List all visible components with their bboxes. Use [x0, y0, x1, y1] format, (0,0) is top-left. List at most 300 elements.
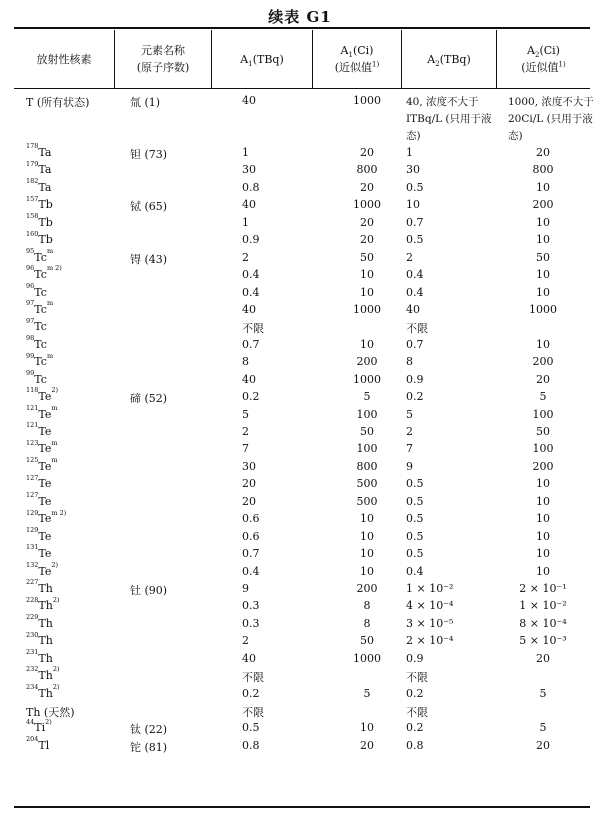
- element-cell: 锝 (43): [130, 252, 168, 266]
- a1-tbq-cell: 0.7: [242, 337, 260, 351]
- a2-ci-cell: 800: [532, 163, 554, 177]
- nuclide-symbol: Tc: [34, 372, 47, 386]
- header-a2-unit: (TBq): [439, 52, 471, 66]
- a2-tbq-cell: 40: [406, 302, 420, 316]
- nuclide-cell: [26, 648, 53, 665]
- table-row: [14, 281, 590, 303]
- header-a1ci-unit: (Ci): [352, 44, 374, 57]
- nuclide-symbol: Te: [38, 390, 52, 404]
- a2-tbq-cell: 0.8: [406, 738, 424, 752]
- a2-ci-cell: 100: [532, 442, 554, 456]
- a2-tbq-cell: 40, 浓度不大于 ITBq/L (只用于液态): [406, 96, 492, 142]
- a1-ci-cell: 20: [360, 180, 374, 194]
- a2-tbq-cell: 0.5: [406, 477, 424, 491]
- mass-number: 125: [26, 456, 39, 465]
- table-row: [14, 525, 590, 547]
- a2-ci-cell: 20: [536, 738, 550, 752]
- a2-ci-cell: 20: [536, 372, 550, 386]
- nuclide-symbol: Te: [38, 442, 52, 456]
- a1-ci-cell: 10: [360, 721, 374, 735]
- a2-ci-cell: 10: [536, 337, 550, 351]
- mass-number: 232: [26, 665, 39, 674]
- nuclide-symbol: Tl: [38, 738, 50, 752]
- nuclide-symbol: Tc: [34, 268, 47, 282]
- nuclide-cell: [26, 682, 60, 700]
- a2-tbq-cell: 5: [406, 407, 413, 421]
- a1-tbq-cell: 0.8: [242, 180, 260, 194]
- a2-ci-cell: 10: [536, 547, 550, 561]
- a1-ci-cell: 50: [360, 634, 374, 648]
- a1-ci-cell: 50: [360, 250, 374, 264]
- a2-tbq-cell: 0.5: [406, 233, 424, 247]
- table-row: [14, 194, 590, 215]
- a2-tbq-cell: 7: [406, 442, 413, 456]
- table-row: [14, 334, 590, 355]
- a1-ci-cell: 10: [360, 337, 374, 351]
- a1-tbq-cell: 7: [242, 442, 249, 456]
- table-row: [14, 473, 590, 494]
- a2-ci-cell: 8 × 10⁻⁴: [519, 616, 567, 630]
- mass-number: 98: [26, 334, 35, 343]
- a2-ci-cell: 100: [532, 407, 554, 421]
- nuclide-cell: [26, 194, 53, 212]
- nuclide-cell: [26, 421, 52, 438]
- table-row: [14, 438, 590, 459]
- a1-ci-cell: 800: [356, 163, 378, 177]
- a2-ci-cell: 10: [536, 215, 550, 229]
- a1-tbq-cell: 0.5: [242, 721, 260, 735]
- a1-tbq-cell: 0.6: [242, 529, 260, 543]
- a1-tbq-cell: 0.7: [242, 547, 260, 561]
- element-cell: 碲 (52): [130, 392, 168, 406]
- mass-number: 127: [26, 491, 39, 500]
- mass-number: 99: [26, 351, 35, 360]
- a1-tbq-cell: 40: [242, 198, 256, 212]
- a1-tbq-cell: 0.4: [242, 268, 260, 282]
- nuclide-cell: [26, 177, 52, 194]
- a2-tbq-cell: 4 × 10⁻⁴: [406, 599, 454, 613]
- nuclide-symbol: Tc: [34, 302, 47, 316]
- header-a1ci-note: 1): [372, 60, 380, 69]
- nuclide-symbol: Tc: [34, 337, 47, 351]
- mass-number: 96: [26, 264, 35, 273]
- nuclide-symbol: Th: [38, 616, 53, 630]
- a1-tbq-cell: 0.3: [242, 616, 260, 630]
- nuclide-symbol: Tc: [34, 320, 47, 334]
- nuclide-cell: [26, 595, 60, 613]
- nuclide-cell: [26, 369, 47, 386]
- header-element-label: 元素名称: [141, 44, 185, 57]
- nuclide-cell: [26, 386, 59, 404]
- mass-number: 44: [26, 717, 35, 726]
- a2-ci-cell: 2 × 10⁻¹: [519, 581, 567, 595]
- nuclide-cell: [26, 491, 52, 508]
- a2-tbq-cell: 0.5: [406, 494, 424, 508]
- nuclide-cell: [26, 94, 89, 110]
- a1-tbq-cell: 不限: [242, 671, 264, 685]
- nuclide-cell: [26, 456, 58, 473]
- table-title: 续表 G1: [268, 8, 332, 26]
- nuclide-cell: [26, 717, 52, 735]
- mass-number: 160: [26, 229, 39, 238]
- table-row: [14, 421, 590, 442]
- nuclide-note: m: [51, 403, 58, 412]
- table-row: [14, 351, 590, 372]
- a1-tbq-cell: 0.9: [242, 233, 260, 247]
- element-cell: 钛 (22): [130, 723, 168, 737]
- a1-ci-cell: 5: [363, 390, 371, 404]
- a2-tbq-cell: 0.5: [406, 180, 424, 194]
- header-nuclide-label: 放射性核素: [36, 52, 92, 66]
- element-cell: 氚 (1): [130, 96, 161, 109]
- table-row: [14, 595, 590, 616]
- nuclide-symbol: Ta: [38, 146, 52, 159]
- a2-tbq-cell: 1: [406, 146, 413, 159]
- nuclide-symbol: Te: [38, 547, 52, 561]
- mass-number: 158: [26, 212, 39, 221]
- nuclide-symbol: Th: [38, 651, 53, 665]
- nuclide-note: m: [51, 456, 58, 465]
- nuclide-symbol: Tb: [38, 215, 53, 229]
- nuclide-symbol: Te: [38, 512, 52, 526]
- mass-number: 227: [26, 578, 39, 587]
- nuclide-cell: [26, 159, 52, 177]
- header-a2ci-unit: (Ci): [539, 44, 560, 57]
- nuclide-symbol: Te: [38, 407, 52, 421]
- a1-tbq-cell: 40: [242, 372, 256, 386]
- a1-ci-cell: 100: [356, 407, 378, 421]
- nuclide-note: m: [46, 299, 54, 308]
- table-body: [14, 94, 594, 756]
- element-cell: 铽 (65): [130, 200, 168, 214]
- mass-number: 121: [26, 403, 39, 412]
- nuclide-cell: [26, 578, 53, 595]
- a1-ci-cell: 500: [356, 477, 378, 491]
- table-row: [14, 717, 590, 738]
- header-a2-symbol: A: [427, 52, 436, 66]
- table-row: [14, 386, 590, 407]
- table-row: [14, 682, 590, 704]
- a2-ci-cell: 10: [536, 529, 550, 543]
- table-row: [14, 159, 590, 180]
- header-a2-tbq: [402, 30, 496, 88]
- nuclide-cell: [26, 281, 47, 299]
- a1-tbq-cell: 不限: [242, 322, 264, 336]
- a2-tbq-cell: 0.7: [406, 337, 424, 351]
- nuclide-symbol: T (所有状态): [26, 96, 90, 109]
- nuclide-note: 2): [52, 665, 60, 674]
- nuclide-note: m: [46, 351, 54, 360]
- a1-ci-cell: 1000: [353, 94, 381, 107]
- nuclide-note: 2): [51, 386, 59, 395]
- a2-tbq-cell: 2: [406, 425, 413, 438]
- nuclide-symbol: Ta: [38, 163, 52, 177]
- a1-ci-cell: 5: [363, 686, 371, 700]
- a1-ci-cell: 50: [360, 425, 374, 438]
- a1-tbq-cell: 20: [242, 494, 256, 508]
- nuclide-cell: [26, 299, 54, 316]
- header-a2ci-approx: (近似值: [521, 61, 559, 74]
- nuclide-symbol: Te: [38, 477, 52, 491]
- nuclide-symbol: Tb: [38, 233, 53, 247]
- a1-tbq-cell: 1: [242, 146, 249, 159]
- table-row: [14, 316, 590, 337]
- header-a1-subscript: 1: [248, 59, 253, 68]
- a2-ci-cell: 10: [536, 564, 550, 578]
- nuclide-symbol: Te: [38, 529, 52, 543]
- a2-ci-cell: 10: [536, 180, 550, 194]
- mass-number: 131: [26, 543, 39, 552]
- nuclide-note: m: [51, 438, 58, 447]
- a2-tbq-cell: 2: [406, 250, 413, 264]
- nuclide-symbol: Te: [38, 564, 52, 578]
- a2-ci-cell: 5 × 10⁻³: [519, 634, 567, 648]
- a1-ci-cell: 8: [363, 599, 371, 613]
- a1-ci-cell: 10: [360, 564, 374, 578]
- a2-tbq-cell: 0.4: [406, 268, 424, 282]
- nuclide-symbol: Ta: [38, 180, 52, 194]
- mass-number: 121: [26, 421, 39, 430]
- a1-tbq-cell: 5: [242, 407, 249, 421]
- a1-tbq-cell: 40: [242, 94, 256, 107]
- nuclide-symbol: Tc: [34, 250, 47, 264]
- a2-ci-cell: 1 × 10⁻²: [519, 599, 567, 613]
- a1-ci-cell: 1000: [353, 198, 381, 212]
- a1-ci-cell: 200: [356, 355, 378, 369]
- a2-ci-cell: 5: [539, 686, 547, 700]
- nuclide-symbol: Th: [38, 599, 53, 613]
- a1-ci-cell: 8: [363, 616, 371, 630]
- header-a2ci-note: 1): [558, 60, 566, 69]
- mass-number: 229: [26, 613, 39, 622]
- a2-ci-cell: 5: [539, 390, 547, 404]
- nuclide-symbol: Tc: [34, 355, 47, 369]
- nuclide-symbol: Te: [38, 425, 52, 438]
- nuclide-note: m: [46, 246, 54, 255]
- a1-ci-cell: 20: [360, 738, 374, 752]
- a2-tbq-cell: 30: [406, 163, 420, 177]
- nuclide-cell: [26, 316, 47, 334]
- table-row: [14, 543, 590, 564]
- nuclide-symbol: Ti: [34, 721, 46, 735]
- a2-tbq-cell: 9: [406, 459, 413, 473]
- a1-tbq-cell: 0.8: [242, 738, 260, 752]
- table-row: [14, 142, 590, 163]
- a1-tbq-cell: 0.4: [242, 564, 260, 578]
- table-row: [14, 491, 590, 512]
- table-row: [14, 212, 590, 233]
- a2-tbq-cell: 0.4: [406, 285, 424, 299]
- a2-tbq-cell: 0.2: [406, 686, 424, 700]
- header-a1-tbq: [212, 30, 312, 88]
- a2-tbq-cell: 1 × 10⁻²: [406, 581, 454, 595]
- mass-number: 129: [26, 508, 39, 517]
- element-cell: 钽 (73): [130, 148, 168, 161]
- element-cell: 铊 (81): [130, 740, 168, 754]
- table-row: [14, 508, 590, 529]
- mass-number: 204: [26, 735, 39, 744]
- a2-ci-cell: 1000, 浓度不大于 20Ci/L (只用于液态): [508, 96, 594, 142]
- header-a2ci-subscript: 2: [534, 51, 540, 60]
- a1-tbq-cell: 2: [242, 250, 249, 264]
- a2-tbq-cell: 0.9: [406, 651, 424, 665]
- table-row: [14, 665, 590, 686]
- header-element: [115, 30, 211, 88]
- mass-number: 123: [26, 438, 39, 447]
- a2-ci-cell: 10: [536, 268, 550, 282]
- a1-ci-cell: 20: [360, 215, 374, 229]
- a2-tbq-cell: 不限: [406, 671, 428, 685]
- a2-tbq-cell: 0.9: [406, 372, 424, 386]
- a1-tbq-cell: 30: [242, 459, 256, 473]
- nuclide-cell: [26, 560, 59, 578]
- header-a2-ci: [497, 30, 590, 88]
- table-bottom-rule: [14, 806, 590, 808]
- header-a1-unit: (TBq): [252, 52, 284, 66]
- nuclide-note: m 2): [46, 264, 62, 273]
- mass-number: 97: [26, 299, 35, 308]
- a1-ci-cell: 10: [360, 285, 374, 299]
- a1-tbq-cell: 0.6: [242, 512, 260, 526]
- nuclide-symbol: Te: [38, 494, 52, 508]
- table-row: [14, 369, 590, 390]
- a1-ci-cell: 10: [360, 268, 374, 282]
- a1-tbq-cell: 8: [242, 355, 249, 369]
- a2-ci-cell: 50: [536, 250, 550, 264]
- table-row: [14, 94, 594, 146]
- a2-ci-cell: 20: [536, 651, 550, 665]
- nuclide-note: m 2): [51, 508, 67, 517]
- mass-number: 157: [26, 194, 39, 203]
- a1-tbq-cell: 40: [242, 302, 256, 316]
- a2-tbq-cell: 0.4: [406, 564, 424, 578]
- a2-tbq-cell: 0.5: [406, 547, 424, 561]
- nuclide-note: 2): [52, 595, 60, 604]
- mass-number: 95: [26, 246, 35, 255]
- nuclide-cell: [26, 508, 67, 526]
- nuclide-cell: [26, 403, 58, 421]
- a1-tbq-cell: 0.2: [242, 686, 260, 700]
- nuclide-cell: [26, 229, 53, 247]
- mass-number: 127: [26, 473, 39, 482]
- a1-ci-cell: 100: [356, 442, 378, 456]
- a2-ci-cell: 200: [532, 198, 554, 212]
- a2-tbq-cell: 0.2: [406, 721, 424, 735]
- table-row: [14, 456, 590, 477]
- a1-ci-cell: 10: [360, 547, 374, 561]
- nuclide-cell: [26, 525, 52, 543]
- table-row: [14, 630, 590, 651]
- a2-ci-cell: 200: [532, 459, 554, 473]
- a2-tbq-cell: 不限: [406, 706, 428, 719]
- a2-tbq-cell: 3 × 10⁻⁵: [406, 616, 454, 630]
- a2-tbq-cell: 8: [406, 355, 413, 369]
- mass-number: 132: [26, 560, 39, 569]
- nuclide-cell: [26, 543, 52, 561]
- nuclide-cell: [26, 665, 60, 683]
- a1-tbq-cell: 9: [242, 581, 249, 595]
- nuclide-symbol: Th: [38, 634, 53, 648]
- a1-tbq-cell: 40: [242, 651, 256, 665]
- nuclide-symbol: Th: [38, 581, 53, 595]
- mass-number: 129: [26, 525, 39, 534]
- header-a2-subscript: 2: [435, 59, 440, 68]
- table-row: [14, 246, 590, 268]
- nuclide-symbol: Te: [38, 459, 52, 473]
- table-header-rule: [14, 88, 590, 89]
- a1-ci-cell: 20: [360, 146, 374, 159]
- mass-number: 230: [26, 630, 39, 639]
- mass-number: 228: [26, 595, 39, 604]
- nuclide-cell: [26, 246, 54, 264]
- table-row: [14, 613, 590, 634]
- a1-ci-cell: 200: [356, 581, 378, 595]
- a2-ci-cell: 200: [532, 355, 554, 369]
- header-nuclide: [14, 30, 114, 88]
- table-row: [14, 578, 590, 599]
- table-row: [14, 229, 590, 250]
- a1-ci-cell: 20: [360, 233, 374, 247]
- nuclide-cell: [26, 351, 54, 369]
- a2-tbq-cell: 0.5: [406, 529, 424, 543]
- a1-tbq-cell: 30: [242, 163, 256, 177]
- header-a1ci-subscript: 1: [348, 51, 353, 60]
- a2-ci-cell: 20: [536, 146, 550, 159]
- table-row: [14, 648, 590, 669]
- mass-number: 97: [26, 316, 35, 325]
- table-row: [14, 299, 590, 320]
- nuclide-cell: [26, 212, 53, 229]
- a1-ci-cell: 1000: [353, 302, 381, 316]
- a2-ci-cell: 10: [536, 512, 550, 526]
- a2-ci-cell: 50: [536, 425, 550, 438]
- mass-number: 178: [26, 142, 39, 151]
- mass-number: 179: [26, 159, 39, 168]
- header-a1-symbol: A: [240, 52, 249, 66]
- nuclide-symbol: Tb: [38, 198, 53, 212]
- nuclide-cell: [26, 735, 50, 752]
- header-a1ci-approx: (近似值: [334, 61, 373, 74]
- table-row: [14, 704, 590, 721]
- a2-ci-cell: 10: [536, 494, 550, 508]
- a2-tbq-cell: 0.7: [406, 215, 424, 229]
- a1-tbq-cell: 0.4: [242, 285, 260, 299]
- table-row: [14, 560, 590, 582]
- a2-ci-cell: 5: [539, 721, 547, 735]
- mass-number: 234: [26, 682, 39, 691]
- mass-number: 182: [26, 177, 39, 186]
- table-header: [14, 30, 590, 88]
- a2-ci-cell: 10: [536, 285, 550, 299]
- a1-ci-cell: 800: [356, 459, 378, 473]
- a2-ci-cell: 10: [536, 477, 550, 491]
- header-a2ci-symbol: A: [527, 44, 535, 57]
- mass-number: 231: [26, 648, 39, 657]
- table-top-rule: [14, 27, 590, 29]
- a1-tbq-cell: 20: [242, 477, 256, 491]
- nuclide-cell: [26, 438, 58, 456]
- a1-ci-cell: 1000: [353, 372, 381, 386]
- element-cell: 钍 (90): [130, 583, 168, 597]
- a2-ci-cell: 1000: [529, 302, 557, 316]
- a1-tbq-cell: 1: [242, 215, 249, 229]
- table-row: [14, 264, 590, 285]
- mass-number: 96: [26, 281, 35, 290]
- header-a1ci-symbol: A: [340, 44, 349, 57]
- nuclide-note: 2): [52, 682, 60, 691]
- table-row: [14, 403, 590, 425]
- a2-tbq-cell: 不限: [406, 322, 428, 336]
